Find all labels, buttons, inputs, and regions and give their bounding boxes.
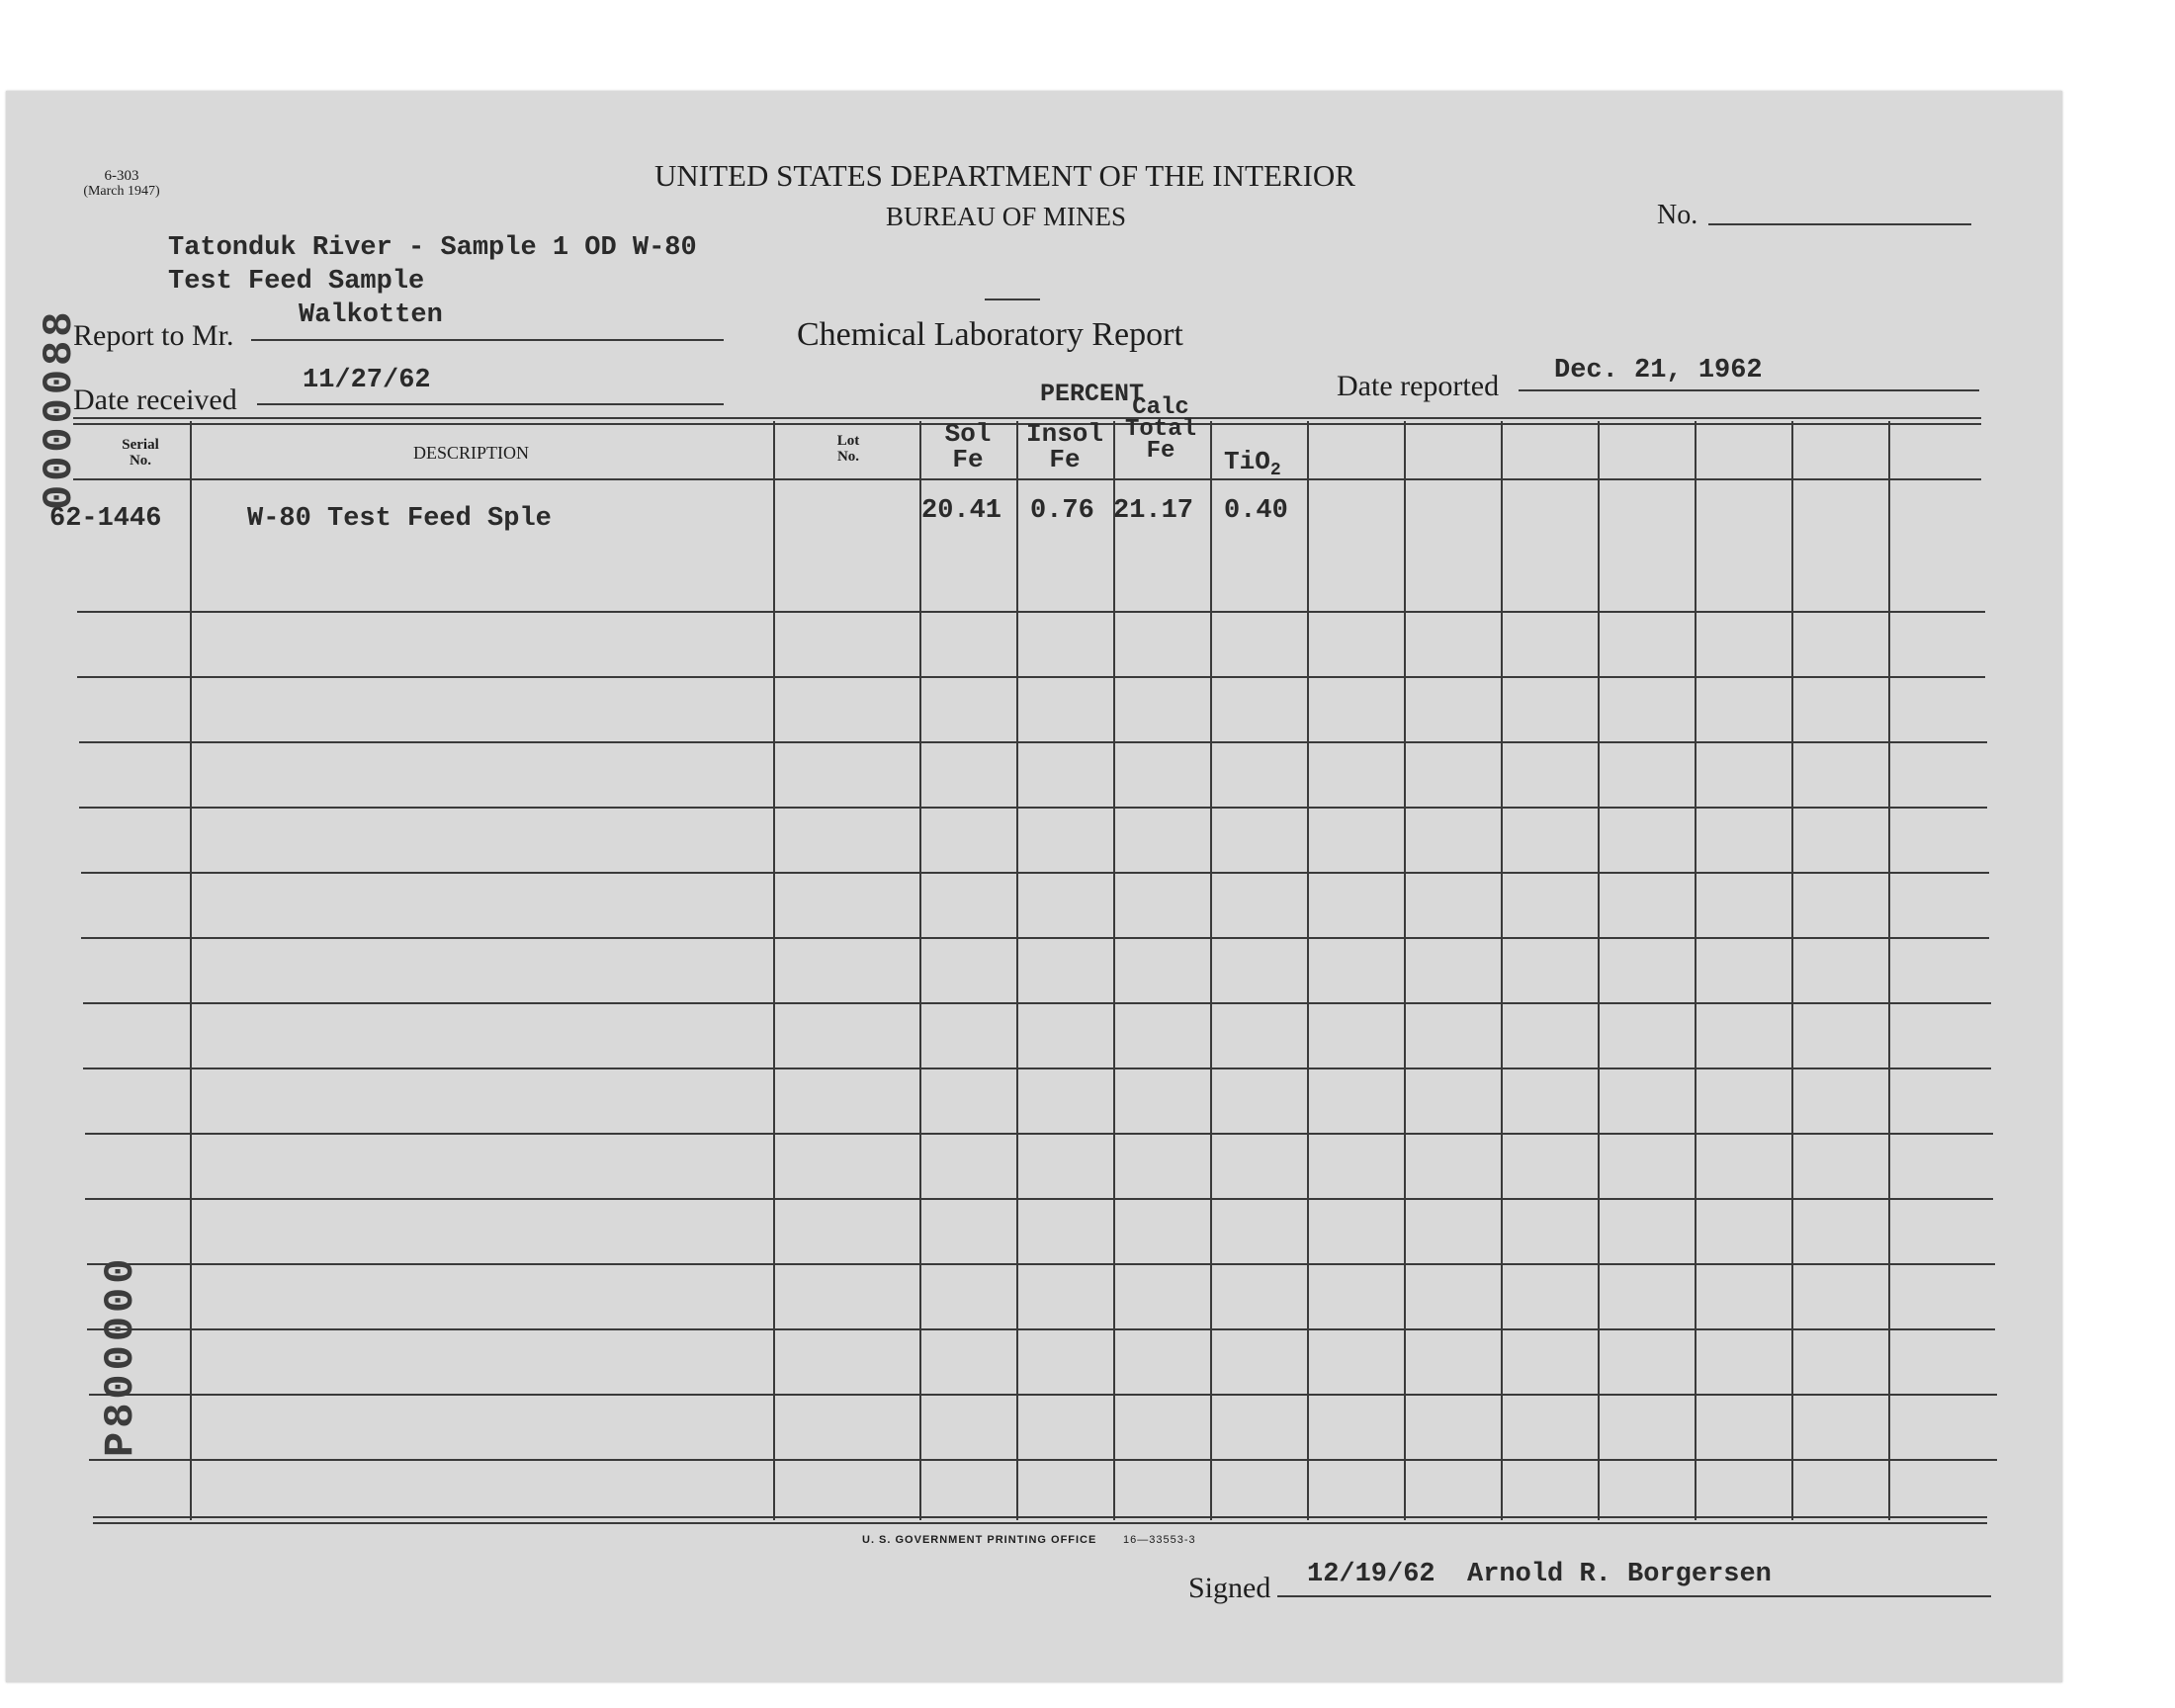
print-code: 16—33553-3 bbox=[1123, 1534, 1196, 1546]
column-divider-tio2 bbox=[1307, 421, 1309, 1520]
date-reported-line bbox=[1519, 389, 1979, 391]
header-tio2-text: TiO bbox=[1224, 447, 1270, 476]
column-divider-insol-fe bbox=[1113, 421, 1115, 1520]
date-received-label: Date received bbox=[73, 384, 237, 416]
row-line bbox=[83, 1068, 1991, 1069]
row-line bbox=[89, 1459, 1997, 1461]
form-number: 6-303 bbox=[104, 168, 139, 184]
scan-margin bbox=[2080, 0, 2175, 1708]
row-sol-fe: 20.41 bbox=[921, 496, 1002, 526]
column-divider-sol-fe bbox=[1016, 421, 1018, 1520]
row-line bbox=[87, 1328, 1995, 1330]
row-line bbox=[81, 937, 1989, 939]
row-line bbox=[83, 1002, 1991, 1004]
row-description: W-80 Test Feed Sple bbox=[247, 504, 552, 534]
report-to-line bbox=[251, 339, 724, 341]
date-reported-label: Date reported bbox=[1337, 370, 1500, 402]
column-divider bbox=[1888, 421, 1890, 1520]
signed-label: Signed bbox=[1188, 1572, 1271, 1604]
row-line bbox=[89, 1394, 1997, 1396]
title-divider bbox=[985, 299, 1040, 300]
no-label: No. bbox=[1657, 200, 1698, 230]
header-calc-total-fe: Calc Total Fe bbox=[1124, 394, 1196, 465]
header-note-line1: Tatonduk River - Sample 1 OD W-80 bbox=[168, 233, 697, 263]
report-to-label: Report to Mr. bbox=[73, 319, 234, 352]
column-divider-description bbox=[773, 421, 775, 1520]
header-description: DESCRIPTION bbox=[413, 443, 530, 463]
column-divider-lot bbox=[919, 421, 921, 1520]
header-tio2 bbox=[1224, 447, 1281, 480]
report-title: Chemical Laboratory Report bbox=[797, 316, 1183, 353]
date-reported-value: Dec. 21, 1962 bbox=[1554, 356, 1763, 385]
column-divider bbox=[1598, 421, 1600, 1520]
row-line bbox=[77, 611, 1985, 613]
row-line bbox=[85, 1198, 1993, 1200]
table-bottom-rule bbox=[93, 1516, 1987, 1518]
stamp-number-bottom: P800000 bbox=[97, 1254, 144, 1457]
printing-office-credit: U. S. GOVERNMENT PRINTING OFFICE bbox=[862, 1534, 1097, 1546]
form-date: (March 1947) bbox=[83, 184, 160, 199]
column-divider bbox=[1404, 421, 1406, 1520]
report-to-value: Walkotten bbox=[299, 300, 443, 330]
table-bottom-rule-2 bbox=[93, 1522, 1987, 1524]
row-calc-total-fe: 21.17 bbox=[1113, 496, 1194, 526]
column-divider bbox=[1501, 421, 1503, 1520]
report-form-sheet bbox=[6, 91, 2062, 1682]
row-line bbox=[87, 1263, 1995, 1265]
department-heading: UNITED STATES DEPARTMENT OF THE INTERIOR bbox=[654, 158, 1355, 193]
header-note-line2: Test Feed Sample bbox=[168, 267, 425, 297]
header-tio2-subscript: 2 bbox=[1269, 461, 1281, 481]
percent-label: PERCENT bbox=[1040, 380, 1145, 408]
row-tio2: 0.40 bbox=[1224, 496, 1288, 526]
stamp-number-top: 0000088 bbox=[36, 307, 83, 510]
signed-value: 12/19/62 Arnold R. Borgersen bbox=[1307, 1560, 1772, 1589]
date-received-line bbox=[257, 403, 724, 405]
date-received-value: 11/27/62 bbox=[303, 366, 431, 395]
bureau-heading: BUREAU OF MINES bbox=[886, 202, 1127, 231]
row-line bbox=[79, 741, 1987, 743]
row-line bbox=[79, 807, 1987, 809]
header-insol-fe: Insol Fe bbox=[1025, 419, 1103, 474]
header-lot-no: Lot No. bbox=[836, 433, 860, 465]
header-serial-no: Serial No. bbox=[122, 437, 159, 469]
header-sol-fe: Sol Fe bbox=[944, 419, 992, 474]
row-insol-fe: 0.76 bbox=[1030, 496, 1094, 526]
column-divider-serial bbox=[190, 421, 192, 1520]
row-line bbox=[85, 1133, 1993, 1135]
column-divider bbox=[1791, 421, 1793, 1520]
signature-line bbox=[1277, 1595, 1991, 1597]
row-serial-no: 62-1446 bbox=[49, 504, 162, 534]
column-divider-total-fe bbox=[1210, 421, 1212, 1520]
no-field-line bbox=[1708, 223, 1971, 225]
row-line bbox=[77, 676, 1985, 678]
column-divider bbox=[1695, 421, 1696, 1520]
row-line bbox=[81, 872, 1989, 874]
